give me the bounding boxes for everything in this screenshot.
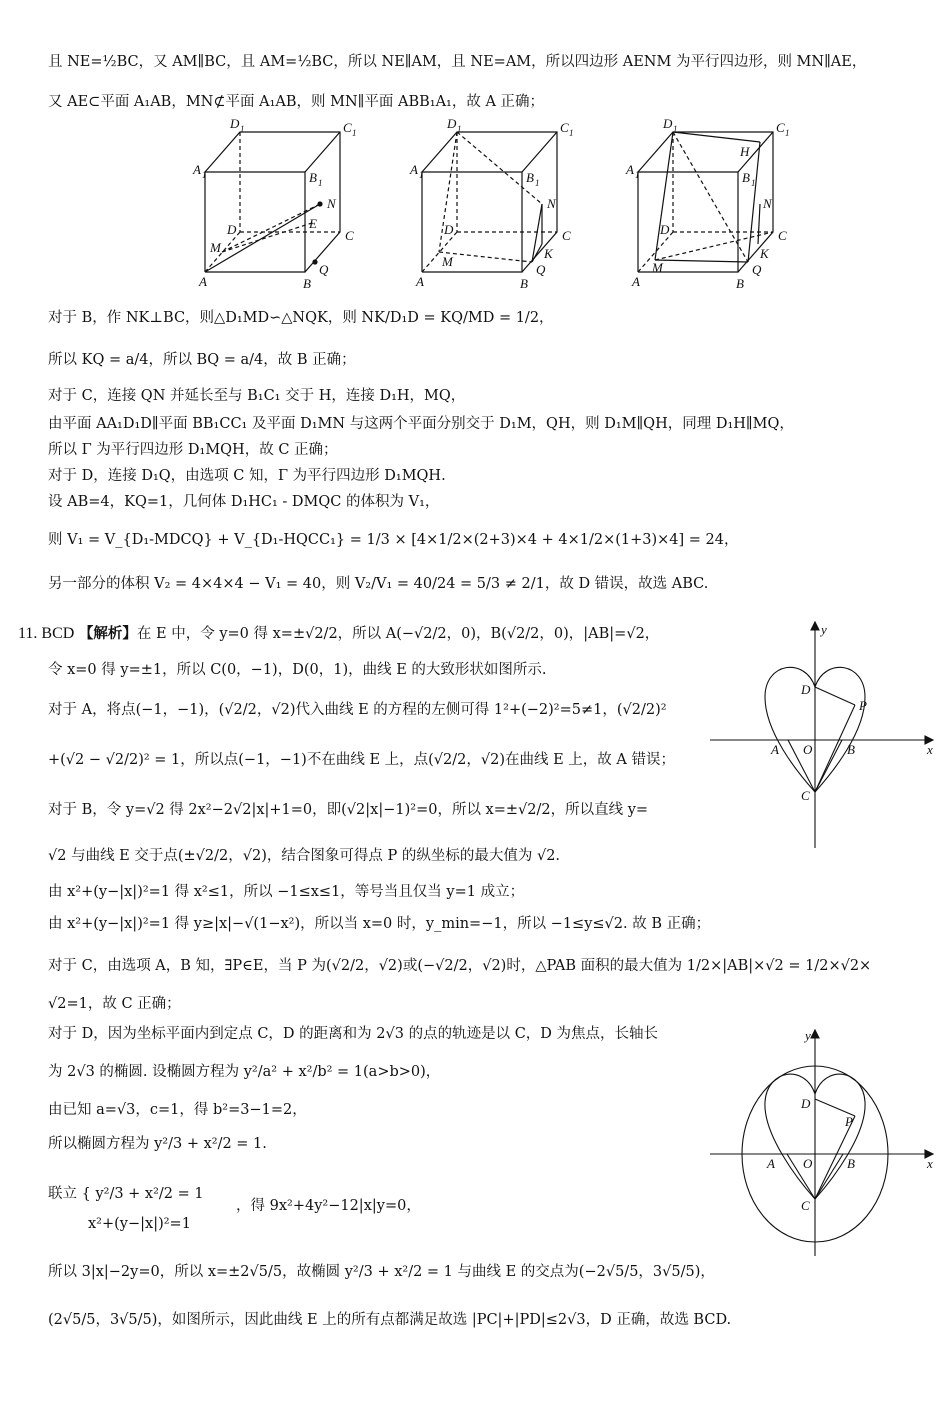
svg-text:Q: Q (752, 262, 762, 277)
svg-text:D: D (801, 1096, 811, 1111)
text-line: 由 x²+(y−|x|)²=1 得 y≥|x|−√(1−x²)，所以当 x=0 时，y_min=−1，所以 −1≤y≤√2. 故 B 正确； (48, 916, 711, 932)
svg-text:B: B (303, 276, 311, 291)
text-line: 对于 A，将点(−1，−1)，(√2/2，√2)代入曲线 E 的方程的左侧可得 1²+(−2)²=5≠1，(√2/2)² (48, 702, 667, 718)
svg-text:K: K (544, 246, 553, 261)
svg-text:E: E (309, 216, 317, 231)
svg-text:C: C (343, 120, 352, 135)
svg-text:C: C (776, 120, 785, 135)
svg-text:A: A (416, 274, 424, 289)
svg-text:B: B (742, 170, 750, 185)
text-line: 联立 { y²/3 + x²/2 = 1 (48, 1186, 204, 1202)
svg-text:P: P (859, 698, 867, 713)
text-line: x²+(y−|x|)²=1 (88, 1216, 191, 1232)
svg-text:1: 1 (240, 124, 245, 134)
svg-text:C: C (345, 228, 354, 243)
text-line: 在 E 中，令 y=0 得 x=±√2/2，所以 A(−√2/2，0)，B(√2/2，0)，|AB|=√2， (136, 626, 660, 642)
question-number: 11. BCD (18, 625, 75, 642)
text-line: 所以 KQ = a/4，所以 BQ = a/4，故 B 正确； (48, 352, 356, 368)
svg-text:x: x (927, 742, 933, 757)
svg-text:B: B (526, 170, 534, 185)
text-line: 由已知 a=√3，c=1，得 b²=3−1=2， (48, 1102, 307, 1118)
svg-text:C: C (562, 228, 571, 243)
svg-text:N: N (327, 196, 336, 211)
svg-text:A: A (410, 162, 418, 177)
svg-text:M: M (442, 254, 453, 269)
svg-text:A: A (626, 162, 634, 177)
svg-text:D: D (230, 116, 240, 131)
svg-text:1: 1 (751, 178, 756, 188)
heart-ellipse-graph (705, 1024, 940, 1260)
text-line: 且 NE=½BC，又 AM∥BC，且 AM=½BC，所以 NE∥AM，且 NE=AM，所以四边形 AENM 为平行四边形，则 MN∥AE， (48, 54, 867, 70)
svg-text:K: K (760, 246, 769, 261)
analysis-tag: 【解析】 (78, 625, 137, 642)
svg-text:1: 1 (457, 124, 462, 134)
svg-text:P: P (845, 1114, 853, 1129)
svg-text:1: 1 (535, 178, 540, 188)
svg-text:B: B (847, 1156, 855, 1171)
text-line: 由 x²+(y−|x|)²=1 得 x²≤1，所以 −1≤x≤1，等号当且仅当 y=1 成立； (48, 884, 525, 900)
text-line: 由平面 AA₁D₁D∥平面 BB₁CC₁ 及平面 D₁MN 与这两个平面分别交于 D₁M，QH，则 D₁M∥QH，同理 D₁H∥MQ， (48, 416, 794, 432)
text-line: (2√5/5，3√5/5)，如图所示，因此曲线 E 上的所有点都满足故选 |PC|+|PD|≤2√3，D 正确，故选 BCD. (48, 1312, 732, 1328)
text-line: 则 V₁ = V_{D₁-MDCQ} + V_{D₁-HQCC₁} = 1/3 × [4×1/2×(2+3)×4 + 4×1/2×(1+3)×4] = 24， (48, 532, 739, 548)
text-line: 令 x=0 得 y=±1，所以 C(0，−1)，D(0，1)，曲线 E 的大致形状如图所示. (48, 662, 547, 678)
svg-text:D: D (660, 222, 670, 237)
text-line: √2=1，故 C 正确； (48, 996, 181, 1012)
text-line: 所以椭圆方程为 y²/3 + x²/2 = 1. (48, 1136, 267, 1152)
cube-figure-1 (205, 132, 340, 272)
svg-text:1: 1 (202, 170, 207, 180)
text-line: 对于 C，由选项 A，B 知，∃P∈E，当 P 为(√2/2，√2)或(−√2/2，√2)时，△PAB 面积的最大值为 1/2×|AB|×√2 = 1/2×√2× (48, 958, 872, 974)
svg-text:y: y (805, 1028, 811, 1043)
text-line: 对于 C，连接 QN 并延长至与 B₁C₁ 交于 H，连接 D₁H，MQ， (48, 388, 466, 404)
text-line: ，得 9x²+4y²−12|x|y=0， (236, 1198, 421, 1214)
svg-text:N: N (547, 196, 556, 211)
text-line: 又 AE⊂平面 A₁AB，MN⊄平面 A₁AB，则 MN∥平面 ABB₁A₁，故 A 正确； (48, 94, 545, 110)
svg-text:x: x (927, 1156, 933, 1171)
svg-text:D: D (444, 222, 454, 237)
text-line: 对于 B，令 y=√2 得 2x²−2√2|x|+1=0，即(√2|x|−1)²=0，所以 x=±√2/2，所以直线 y= (48, 802, 649, 818)
svg-text:D: D (447, 116, 457, 131)
svg-text:1: 1 (785, 128, 790, 138)
svg-text:C: C (801, 1198, 810, 1213)
svg-text:1: 1 (318, 178, 323, 188)
svg-text:A: A (771, 742, 779, 757)
svg-text:A: A (199, 274, 207, 289)
svg-text:C: C (560, 120, 569, 135)
svg-text:A: A (193, 162, 201, 177)
text-line: 所以 Γ 为平行四边形 D₁MQH，故 C 正确； (48, 442, 338, 458)
svg-text:1: 1 (635, 170, 640, 180)
svg-text:M: M (652, 260, 663, 275)
svg-text:1: 1 (673, 124, 678, 134)
svg-text:O: O (803, 1156, 813, 1171)
heart-curve-graph (705, 612, 940, 850)
text-line: +(√2 − √2/2)² = 1，所以点(−1，−1)不在曲线 E 上，点(√2/2，√2)在曲线 E 上，故 A 错误； (48, 752, 675, 768)
svg-text:N: N (763, 196, 772, 211)
svg-text:B: B (736, 276, 744, 291)
text-line: 对于 D，因为坐标平面内到定点 C，D 的距离和为 2√3 的点的轨迹是以 C，D 为焦点，长轴长 (48, 1026, 659, 1042)
svg-text:1: 1 (419, 170, 424, 180)
text-line: 对于 B，作 NK⊥BC，则△D₁MD∽△NQK，则 NK/D₁D = KQ/MD = 1/2， (48, 310, 554, 326)
svg-text:D: D (801, 682, 811, 697)
text-line: 设 AB=4，KQ=1，几何体 D₁HC₁ - DMQC 的体积为 V₁， (48, 494, 440, 510)
cube-figure-3 (638, 132, 773, 272)
question-11-line (18, 624, 659, 644)
cube-figure-2 (422, 132, 557, 272)
svg-text:1: 1 (569, 128, 574, 138)
svg-text:B: B (520, 276, 528, 291)
cube-figures (185, 112, 825, 294)
text-line: 为 2√3 的椭圆. 设椭圆方程为 y²/a² + x²/b² = 1(a>b>0)， (48, 1064, 441, 1080)
svg-text:H: H (740, 144, 750, 159)
svg-text:M: M (210, 240, 221, 255)
svg-text:D: D (227, 222, 237, 237)
svg-text:B: B (309, 170, 317, 185)
text-line: 对于 D，连接 D₁Q，由选项 C 知，Γ 为平行四边形 D₁MQH. (48, 468, 446, 484)
svg-text:B: B (847, 742, 855, 757)
svg-text:C: C (801, 788, 810, 803)
text-line: 另一部分的体积 V₂ = 4×4×4 − V₁ = 40，则 V₂/V₁ = 40/24 = 5/3 ≠ 2/1，故 D 错误，故选 ABC. (48, 576, 709, 592)
svg-text:C: C (778, 228, 787, 243)
text-line: √2 与曲线 E 交于点(±√2/2，√2)，结合图象可得点 P 的纵坐标的最大值为 √2. (48, 848, 561, 864)
svg-text:O: O (803, 742, 813, 757)
svg-text:1: 1 (352, 128, 357, 138)
svg-text:Q: Q (536, 262, 546, 277)
svg-text:D: D (663, 116, 673, 131)
svg-text:A: A (632, 274, 640, 289)
svg-text:Q: Q (319, 262, 329, 277)
text-line: 所以 3|x|−2y=0，所以 x=±2√5/5，故椭圆 y²/3 + x²/2 = 1 与曲线 E 的交点为(−2√5/5，3√5/5)， (48, 1264, 715, 1280)
svg-text:y: y (821, 622, 827, 637)
svg-text:A: A (767, 1156, 775, 1171)
